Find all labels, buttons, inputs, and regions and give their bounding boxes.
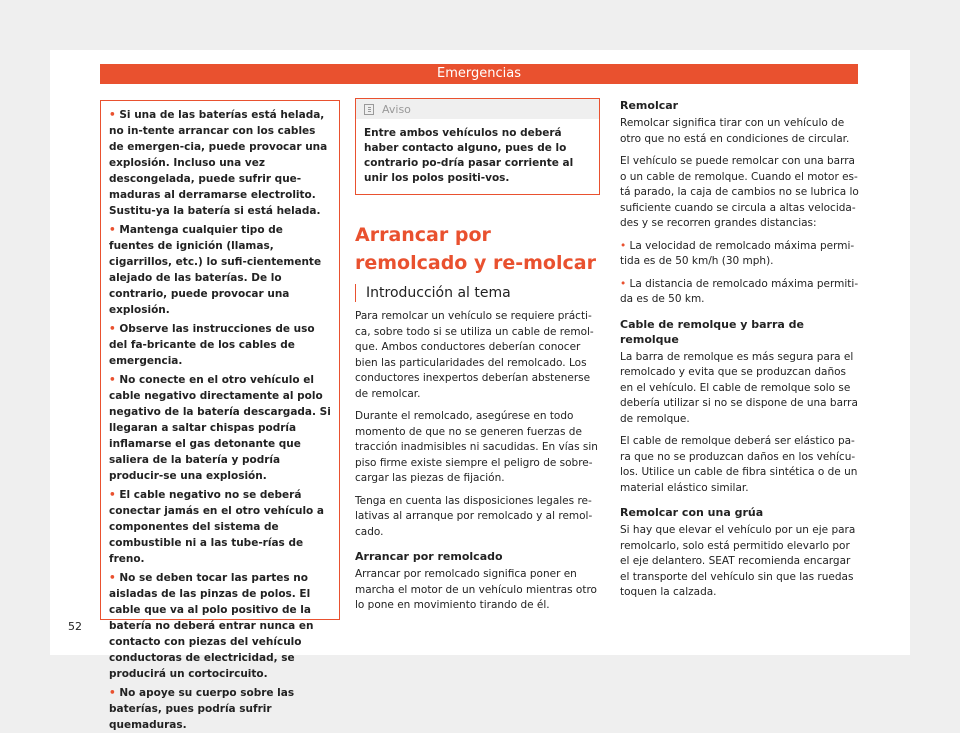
bullet-icon: • <box>109 224 120 236</box>
paragraph: El cable de remolque deberá ser elástico pa-ra que no se produzcan daños en los vehícu-los. Utilice un cable de fibra sintética o de un material elástico similar. <box>620 435 858 494</box>
paragraph: Remolcar significa tirar con un vehículo de otro que no está en condiciones de circular. <box>620 117 850 145</box>
subsection-title: Remolcar <box>620 99 679 112</box>
warning-item: • No se deben tocar las partes no aisladas de las pinzas de polos. El cable que va al polo positivo de la batería no deberá entrar nunca en contacto con piezas del vehículo conductoras de electricidad, se producirá un cortocircuito. <box>109 572 314 680</box>
bullet-icon: • <box>109 687 120 699</box>
paragraph: Arrancar por remolcado significa poner en marcha el motor de un vehículo mientras otro lo pone en movimiento tirando de él. <box>355 568 597 611</box>
note-icon <box>364 104 374 115</box>
warning-item: • Mantenga cualquier tipo de fuentes de ignición (llamas, cigarrillos, etc.) lo sufi-cientemente alejado de las baterías. De lo contrario, puede provocar una explosión. <box>109 224 322 316</box>
subsection-title: Remolcar con una grúa <box>620 506 764 519</box>
bullet-icon: • <box>620 239 630 252</box>
bullet-icon: • <box>109 323 120 335</box>
paragraph: Durante el remolcado, asegúrese en todo momento de que no se generen fuerzas de tracción inadmisibles ni sacudidas. En vías sin piso firme existe siempre el peligro de sobre-cargar las piezas de fijación. <box>355 410 598 484</box>
paragraph: El vehículo se puede remolcar con una barra o un cable de remolque. Cuando el motor es-tá parado, la caja de cambios no se lubrica lo suficiente cuando se circula a altas velocida-des y se recorren grandes distancias: <box>620 155 859 229</box>
section-heading: Arrancar por remolcado y re-molcar <box>355 224 596 274</box>
aviso-box <box>355 98 600 195</box>
paragraph: Si hay que elevar el vehículo por un eje para remolcarlo, solo está permitido elevarlo por el eje delantero. SEAT recomienda encargar el transporte del vehículo sin que las ruedas toquen la calzada. <box>620 524 856 598</box>
section-header: Emergencias <box>100 64 858 84</box>
bullet-icon: • <box>109 489 120 501</box>
paragraph: Para remolcar un vehículo se requiere prácti-ca, sobre todo si se utiliza un cable de remol-que. Ambos conductores deberían conocer bien las particularidades del remolcado. Los conductores inexpertos deberían abstenerse de remolcar. <box>355 310 594 400</box>
subsection-title: Arrancar por remolcado <box>355 550 503 563</box>
section-subheading: Introducción al tema <box>355 284 600 302</box>
aviso-header <box>356 99 599 119</box>
warning-item: • Si una de las baterías está helada, no in-tente arrancar con los cables de emergen-cia, puede provocar una explosión. Incluso una vez descongelada, puede sufrir que-maduras al derramarse electrolito. Sustitu-ya la batería si está helada. <box>109 109 328 217</box>
subsection-title: Cable de remolque y barra de remolque <box>620 317 804 346</box>
bullet-icon: • <box>109 109 120 121</box>
aviso-text: Entre ambos vehículos no deberá haber contacto alguno, pues de lo contrario po-dría pasar corriente al unir los polos positi-vos. <box>364 127 574 184</box>
column-2 <box>355 98 600 614</box>
page-number: 52 <box>68 620 82 633</box>
list-item: • La distancia de remolcado máxima permiti-da es de 50 km. <box>620 277 859 305</box>
bullet-icon: • <box>109 374 120 386</box>
list-item: • La velocidad de remolcado máxima permi-tida es de 50 km/h (30 mph). <box>620 239 855 267</box>
warning-item: • No conecte en el otro vehículo el cable negativo directamente al polo negativo de la batería descargada. Si llegaran a saltar chispas podría inflamarse el gas detonante que saliera de la batería y podría producir-se una explosión. <box>109 374 331 482</box>
bullet-icon: • <box>620 277 630 290</box>
warning-box <box>100 100 340 731</box>
bullet-icon: • <box>109 572 120 584</box>
warning-item: • Observe las instrucciones de uso del fa-bricante de los cables de emergencia. <box>109 323 315 367</box>
column-3 <box>620 98 860 601</box>
warning-item: • No apoye su cuerpo sobre las baterías, pues podría sufrir quemaduras. <box>109 687 295 731</box>
warning-item: • El cable negativo no se deberá conectar jamás en el otro vehículo a componentes del sistema de combustible ni a las tube-rías de freno. <box>109 489 325 565</box>
manual-page <box>50 50 910 731</box>
paragraph: La barra de remolque es más segura para el remolcado y evita que se produzcan daños en el vehículo. El cable de remolque solo se debería utilizar si no se dispone de una barra de remolque. <box>620 350 858 425</box>
paragraph: Tenga en cuenta las disposiciones legales re-lativas al arranque por remolcado y al remol-cado. <box>355 494 593 538</box>
aviso-title: Aviso <box>382 102 411 116</box>
